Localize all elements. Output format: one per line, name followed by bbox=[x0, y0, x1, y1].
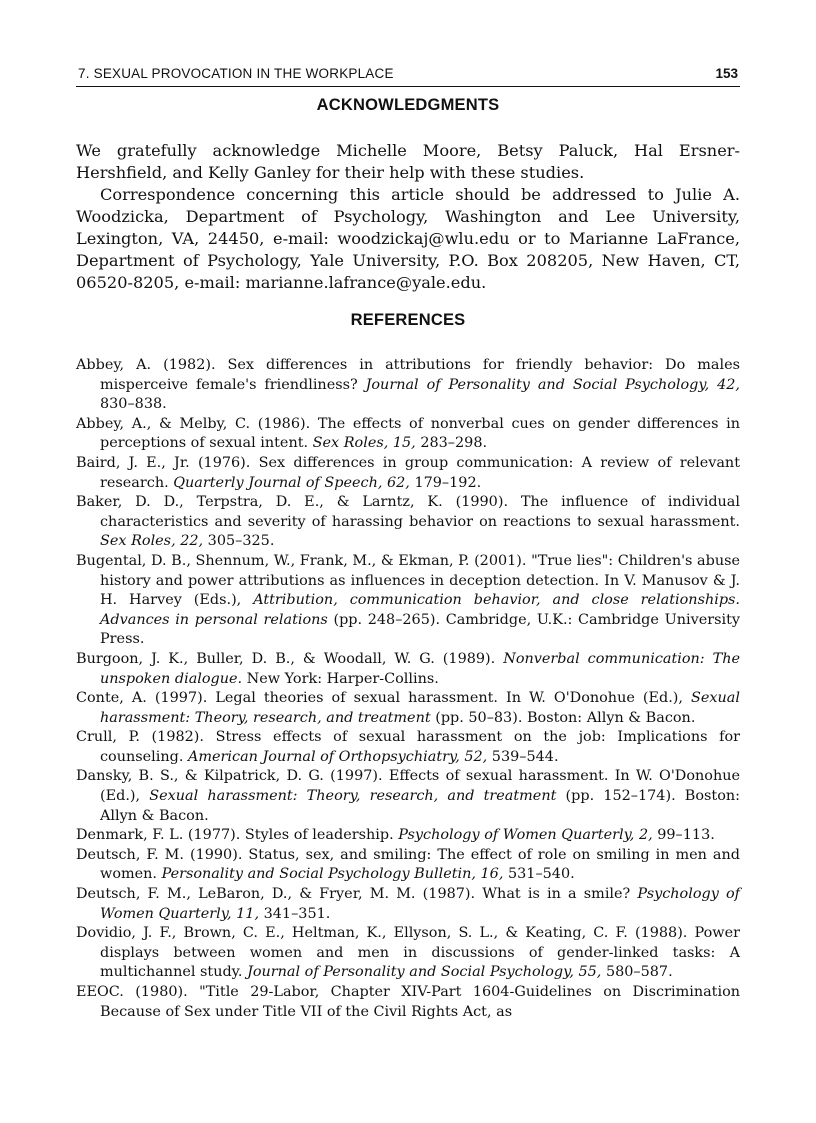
reference-text: Bugental, D. B., Shennum, W., Frank, M., & Ekman, P. (2001). "True lies": Children's abuse history and power attributions as influences in deception detection. In V. Manusov & J. H. Harvey (Eds.), bbox=[76, 552, 740, 609]
reference-text: Abbey, A. (1982). Sex differences in attributions for friendly behavior: Do males misperceive female's friendliness? bbox=[76, 357, 740, 393]
reference-text: Dovidio, J. F., Brown, C. E., Heltman, K., Ellyson, S. L., & Keating, C. F. (1988). Power displays between women and men in discussions of gender-linked tasks: A multichannel study. bbox=[76, 925, 740, 981]
reference-pages: (pp. 152–174). Boston: Allyn & Bacon. bbox=[100, 788, 740, 824]
reference-source: Journal of Personality and Social Psychology, 55, bbox=[247, 964, 602, 981]
reference-text: Denmark, F. L. (1977). Styles of leadership. bbox=[76, 827, 399, 844]
acknowledgments-heading: ACKNOWLEDGMENTS bbox=[316, 96, 500, 114]
reference-entry bbox=[76, 493, 740, 552]
reference-source: Sexual harassment: Theory, research, and treatment bbox=[149, 788, 557, 805]
running-title: 7. SEXUAL PROVOCATION IN THE WORKPLACE bbox=[78, 66, 394, 81]
reference-entry bbox=[76, 767, 740, 826]
reference-pages: 283–298. bbox=[415, 435, 488, 452]
reference-text: Baird, J. E., Jr. (1976). Sex differences in group communication: A review of relevant research. bbox=[76, 454, 740, 491]
running-header bbox=[76, 66, 740, 87]
reference-entry bbox=[76, 454, 740, 493]
references-heading: REFERENCES bbox=[350, 311, 466, 329]
reference-pages: 179–192. bbox=[409, 474, 482, 491]
reference-entry bbox=[76, 415, 740, 454]
reference-entry bbox=[76, 885, 740, 924]
reference-text: Dansky, B. S., & Kilpatrick, D. G. (1997). Effects of sexual harassment. In W. O'Donohue (Ed.), bbox=[76, 768, 740, 805]
reference-pages: (pp. 248–265). Cambridge, U.K.: Cambridge University Press. bbox=[100, 611, 740, 648]
reference-entry bbox=[76, 728, 740, 767]
acknowledgments-paragraph: We gratefully acknowledge Michelle Moore, Betsy Paluck, Hal Ersner-Hershfield, and Kelly Ganley for their help with these studies. bbox=[76, 141, 740, 182]
reference-text: Baker, D. D., Terpstra, D. E., & Larntz, K. (1990). The influence of individual characteristics and severity of harassing behavior on reactions to sexual harassment. bbox=[76, 494, 740, 530]
reference-pages: 341–351. bbox=[259, 905, 331, 922]
reference-source: Quarterly Journal of Speech, 62, bbox=[173, 474, 410, 491]
reference-list bbox=[76, 356, 740, 1022]
reference-entry bbox=[76, 689, 740, 728]
reference-source: Psychology of Women Quarterly, 11, bbox=[100, 886, 740, 922]
reference-entry bbox=[76, 983, 740, 1022]
correspondence-paragraph: Correspondence concerning this article should be addressed to Julie A. Woodzicka, Department of Psychology, Washington and Lee University, Lexington, VA, 24450, e-mail: woodzickaj@wlu.edu or to Marianne LaFrance, Department of Psychology, Yale University, P.O. Box 208205, New Haven, CT, 06520-8205, e-mail: marianne.lafrance@yale.edu. bbox=[76, 185, 740, 292]
page-number: 153 bbox=[715, 66, 738, 81]
reference-pages: 830–838. bbox=[100, 396, 167, 413]
reference-text: EEOC. (1980). "Title 29-Labor, Chapter XIV-Part 1604-Guidelines on Discrimination Because of Sex under Title VII of the Civil Rights Act, as bbox=[76, 984, 740, 1020]
reference-entry bbox=[76, 552, 740, 650]
reference-text: Deutsch, F. M. (1990). Status, sex, and smiling: The effect of role on smiling in men and women. bbox=[76, 846, 740, 883]
reference-entry bbox=[76, 924, 740, 983]
reference-source: Sexual harassment: Theory, research, and treatment bbox=[100, 690, 740, 726]
reference-text: Burgoon, J. K., Buller, D. B., & Woodall, W. G. (1989). bbox=[76, 650, 504, 667]
reference-pages: 99–113. bbox=[652, 827, 715, 844]
reference-pages: (pp. 50–83). Boston: Allyn & Bacon. bbox=[430, 709, 696, 726]
reference-entry bbox=[76, 650, 740, 689]
reference-source: Personality and Social Psychology Bulletin, 16, bbox=[161, 866, 504, 883]
reference-source: Nonverbal communication: The unspoken dialogue. bbox=[100, 650, 740, 687]
reference-source: Psychology of Women Quarterly, 2, bbox=[398, 827, 653, 844]
reference-text: Conte, A. (1997). Legal theories of sexual harassment. In W. O'Donohue (Ed.), bbox=[76, 690, 692, 707]
reference-text: Deutsch, F. M., LeBaron, D., & Fryer, M. M. (1987). What is in a smile? bbox=[76, 886, 638, 903]
reference-text: Abbey, A., & Melby, C. (1986). The effects of nonverbal cues on gender differences in perceptions of sexual intent. bbox=[76, 415, 740, 452]
reference-pages: 531–540. bbox=[503, 866, 575, 883]
reference-source: Attribution, communication behavior, and close relationships. Advances in personal relations bbox=[100, 592, 740, 628]
reference-pages: 539–544. bbox=[487, 748, 559, 765]
reference-pages: 580–587. bbox=[601, 964, 673, 981]
reference-source: Sex Roles, 22, bbox=[100, 533, 204, 550]
reference-source: American Journal of Orthopsychiatry, 52, bbox=[188, 748, 488, 765]
reference-source: Journal of Personality and Social Psychology, 42, bbox=[365, 376, 740, 393]
reference-pages: New York: Harper-Collins. bbox=[242, 670, 439, 687]
reference-entry bbox=[76, 846, 740, 885]
reference-entry bbox=[76, 826, 740, 846]
reference-entry bbox=[76, 356, 740, 415]
acknowledgments-body bbox=[76, 140, 740, 294]
reference-source: Sex Roles, 15, bbox=[312, 435, 416, 452]
reference-pages: 305–325. bbox=[203, 533, 275, 550]
reference-text: Crull, P. (1982). Stress effects of sexual harassment on the job: Implications for counseling. bbox=[76, 729, 740, 765]
